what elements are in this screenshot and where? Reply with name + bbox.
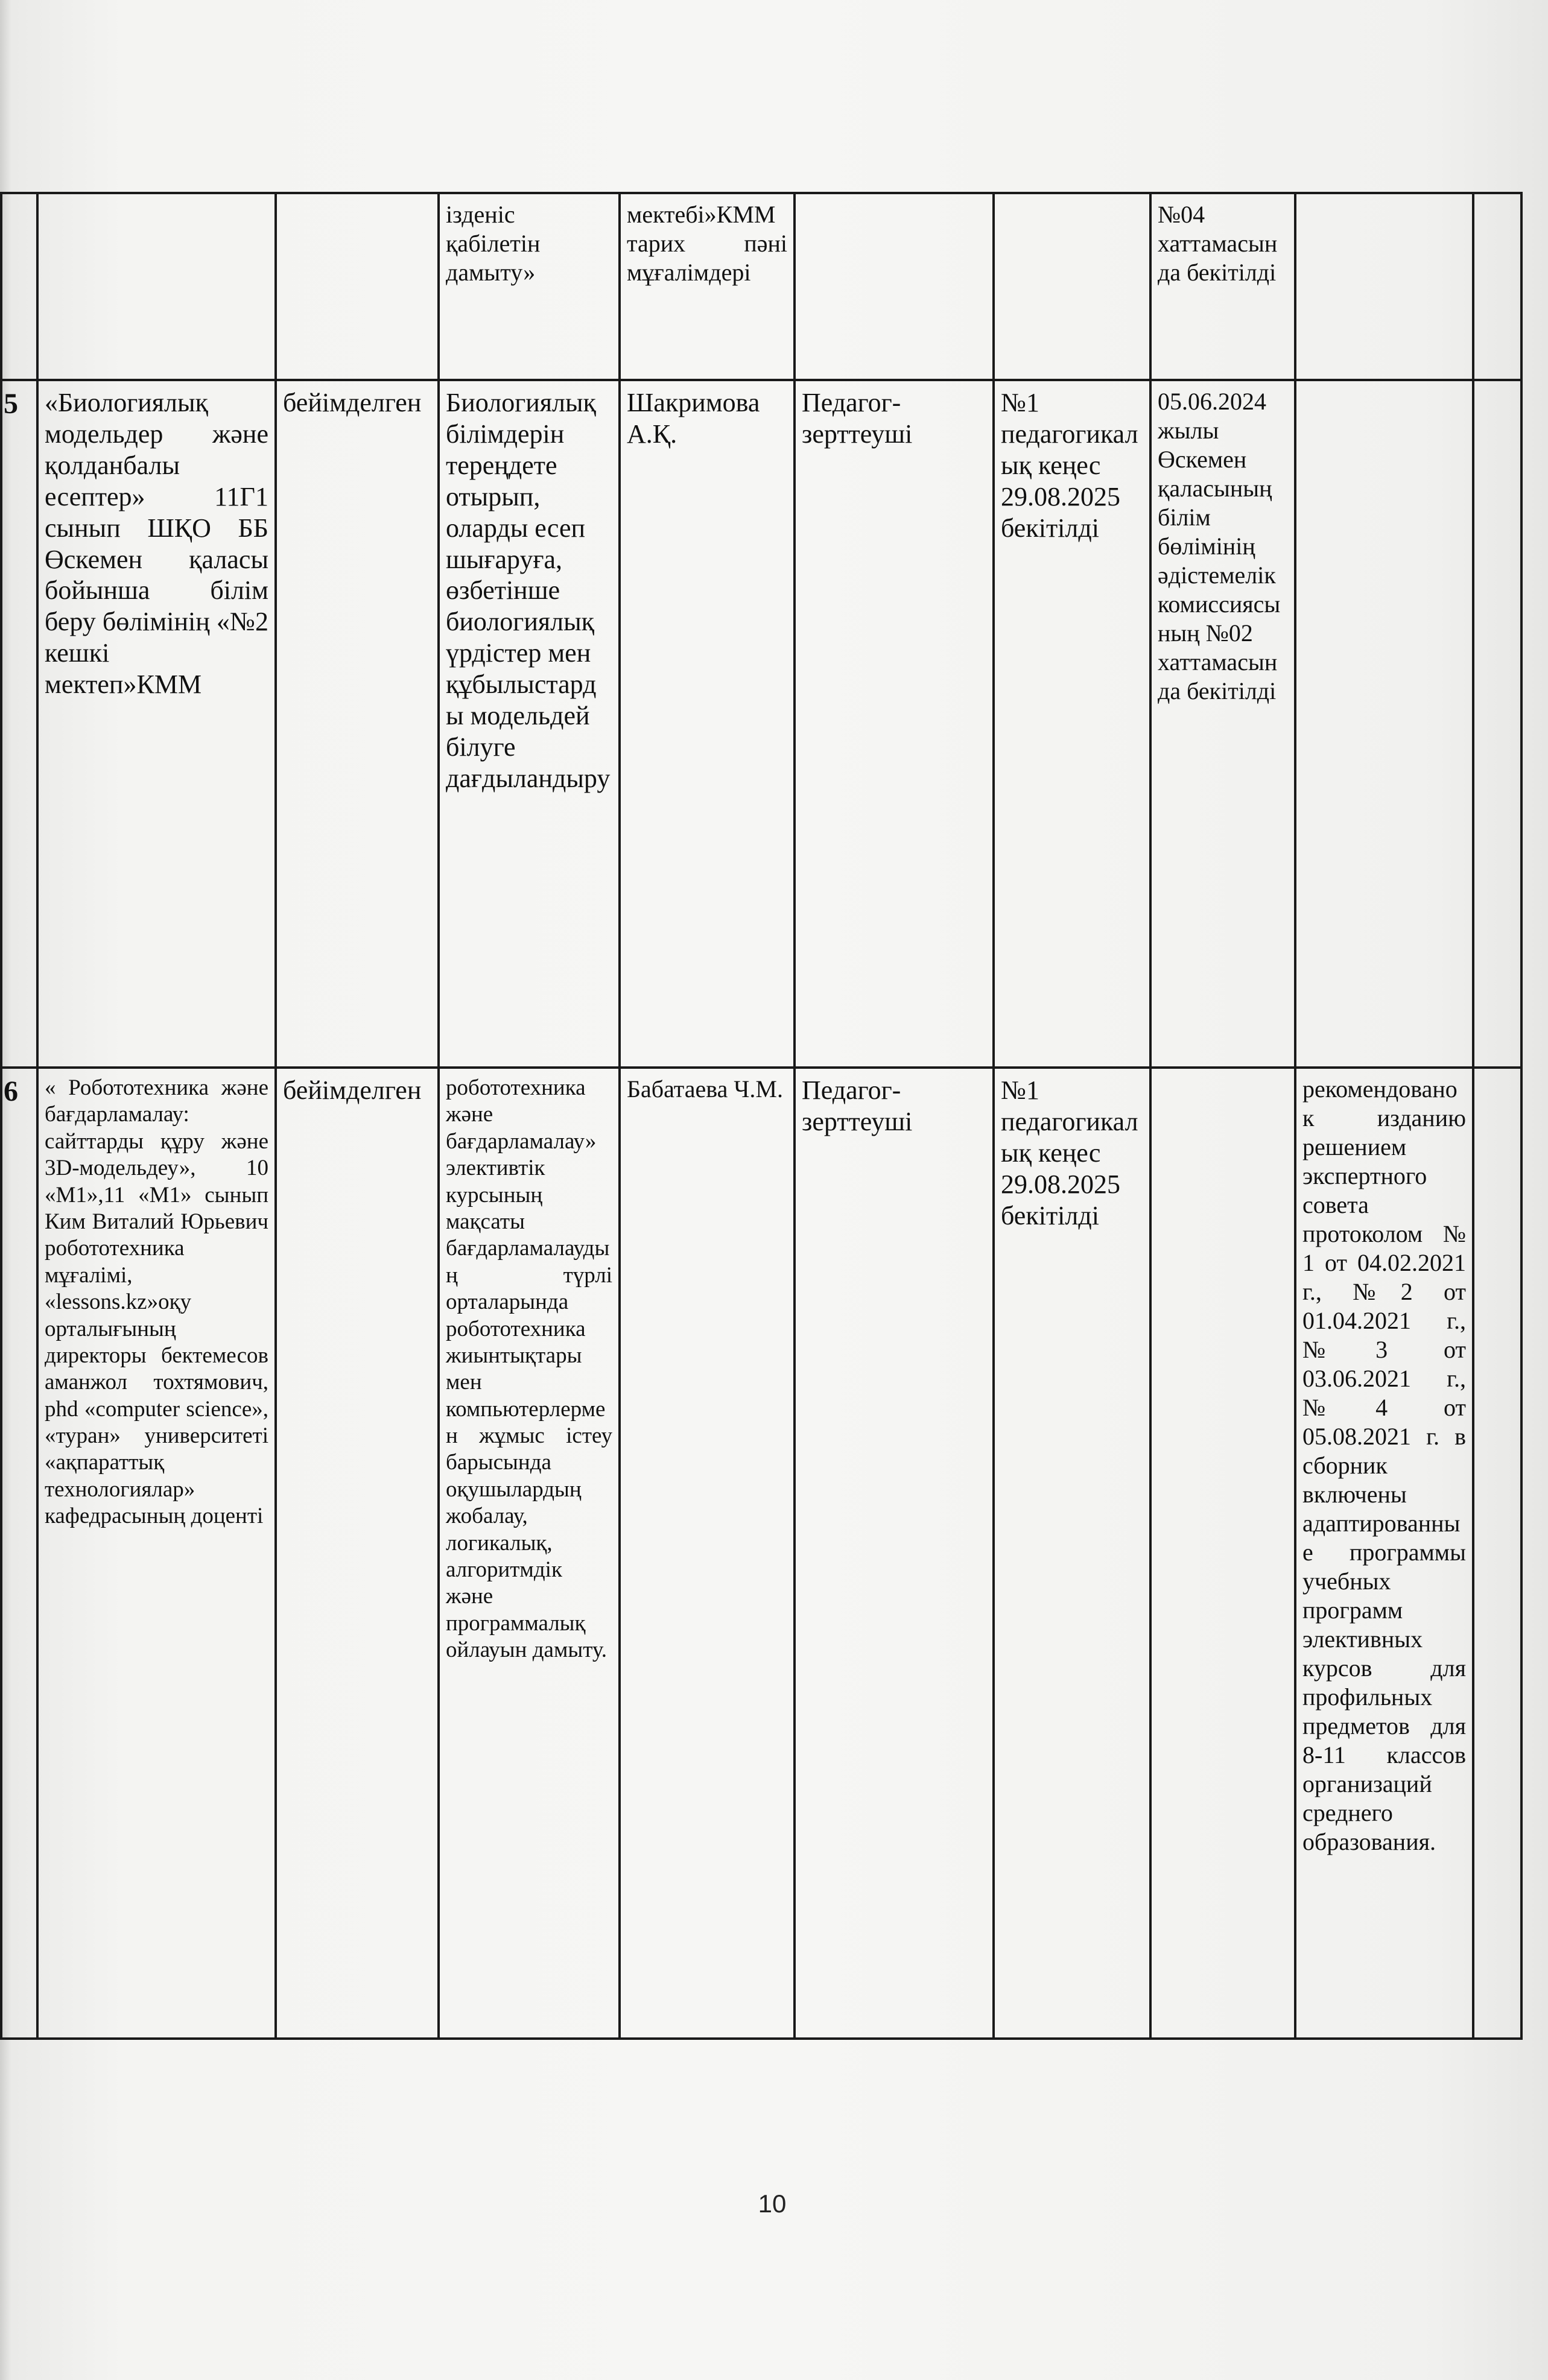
cell-extra — [1473, 193, 1521, 380]
table-row — [1, 193, 1521, 380]
cell-recommendation — [1295, 380, 1473, 1068]
cell-author: Шакримова А.Қ. — [620, 380, 795, 1068]
table-row — [1, 380, 1521, 1068]
cell-name: «Биологиялық модельдер және қолданбалы есептер» 11Г1 сынып ШҚО ББ Өскемен қаласы бойынша білім беру бөлімінің «№2 кешкі мектеп»КММ — [37, 380, 276, 1068]
cell-author: Бабатаева Ч.М. — [620, 1068, 795, 2039]
cell-type: бейімделген — [276, 380, 439, 1068]
cell-goal: ізденіс қабілетін дамыту» — [439, 193, 620, 380]
cell-goal: робототехника және бағдарламалау» элективтік курсының мақсаты бағдарламалаудың түрлі орталарында робототехника жиынтықтары мен компьютерлермен жұмыс істеу барысында оқушылардың жобалау, логикалық, алгоритмдік және программалық ойлауын дамыту. — [439, 1068, 620, 2039]
cell-recommendation: рекомендовано к изданию решением экспертного совета протоколом № 1 от 04.02.2021 г., №2 от 01.04.2021 г., №3 от 03.06.2021 г., №4 от 05.08.2021 г. в сборник включены адаптированные программы учебных программ элективных курсов для профильных предметов для 8-11 классов организаций среднего образования. — [1295, 1068, 1473, 2039]
cell-council — [1150, 1068, 1295, 2039]
cell-name: « Робототехника және бағдарламалау: сайттарды құру және 3D-модельдеу», 10 «М1»,11 «М1» сынып Ким Виталий Юрьевич робототехника мұғалімі, «lessons.kz»оқу орталығының директоры бектемесов аманжол тохтямович, phd «computer science», «туран» университеті «ақпараттық технологиялар» кафедрасының доценті — [37, 1068, 276, 2039]
cell-position: Педагог-зерттеуші — [795, 1068, 994, 2039]
cell-approval: №1 педагогикалық кеңес 29.08.2025 бекітілді — [994, 1068, 1150, 2039]
cell-author: мектебі»КММ тарих пәні мұғалімдері — [620, 193, 795, 380]
cell-approval — [994, 193, 1150, 380]
cell-num — [1, 193, 37, 380]
cell-num: 5 — [1, 380, 37, 1068]
cell-approval: №1 педагогикалық кеңес 29.08.2025 бекітілді — [994, 380, 1150, 1068]
cell-goal: Биологиялық білімдерін тереңдете отырып, оларды есеп шығаруға, өзбетінше биологиялық үрдістер мен құбылыстарды модельдей білуге дағдыландыру — [439, 380, 620, 1068]
cell-type — [276, 193, 439, 380]
cell-type: бейімделген — [276, 1068, 439, 2039]
page-number: 10 — [758, 2189, 787, 2218]
cell-recommendation — [1295, 193, 1473, 380]
cell-extra — [1473, 1068, 1521, 2039]
cell-name — [37, 193, 276, 380]
programs-table — [0, 192, 1523, 2040]
cell-position: Педагог-зерттеуші — [795, 380, 994, 1068]
cell-extra — [1473, 380, 1521, 1068]
cell-council: 05.06.2024 жылы Өскемен қаласының білім бөлімінің әдістемелік комиссиясының №02 хаттамасында бекітілді — [1150, 380, 1295, 1068]
cell-council: №04 хаттамасында бекітілді — [1150, 193, 1295, 380]
table-row — [1, 1068, 1521, 2039]
cell-position — [795, 193, 994, 380]
cell-num: 6 — [1, 1068, 37, 2039]
